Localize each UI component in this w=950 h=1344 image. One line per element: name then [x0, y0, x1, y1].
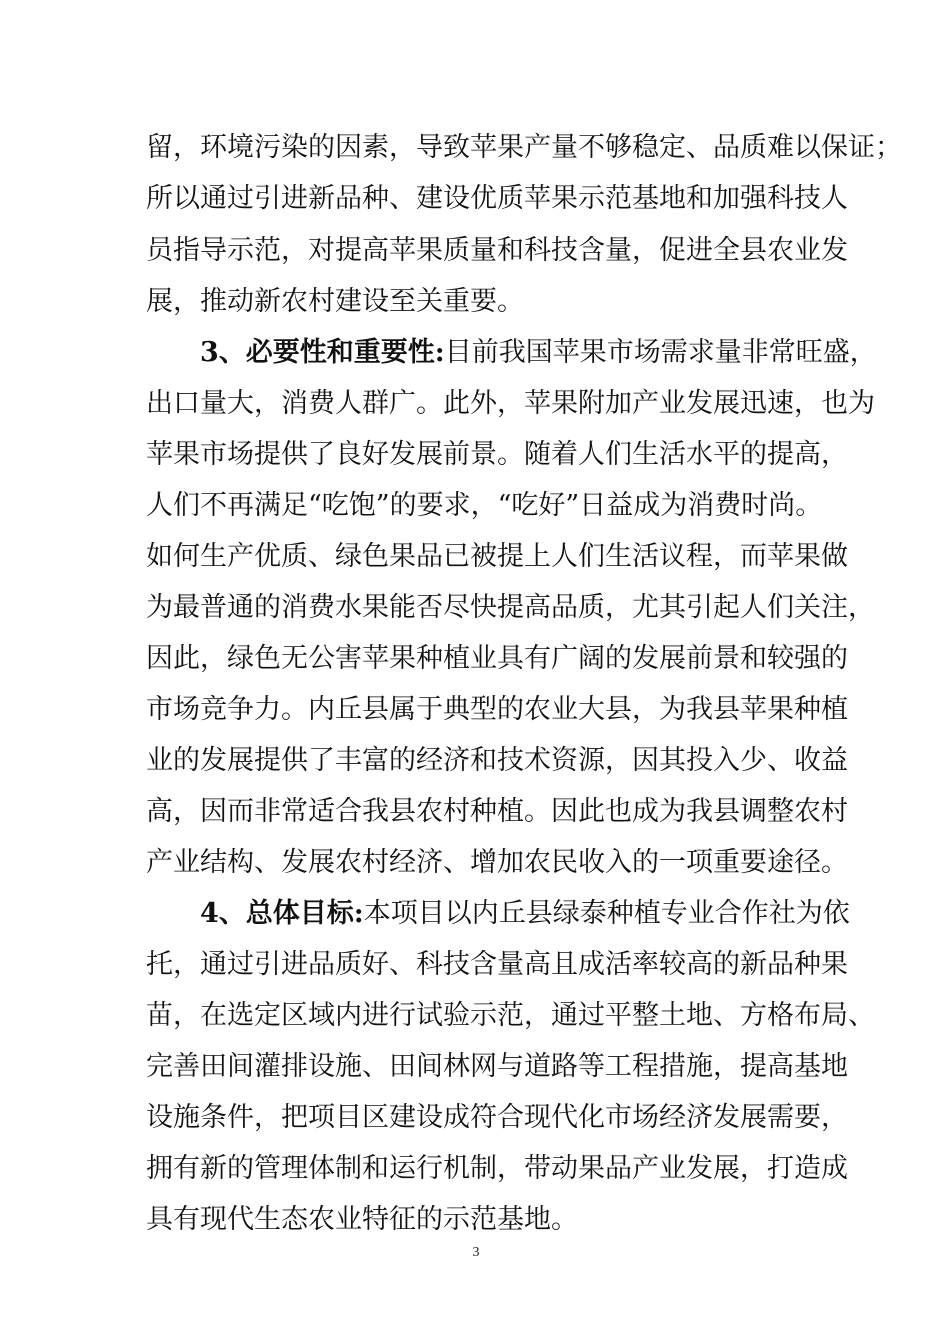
paragraph-line: 设施条件，把项目区建设成符合现代化市场经济发展需要， — [146, 1102, 848, 1133]
paragraph-line: 托，通过引进品质好、科技含量高且成活率较高的新品种果 — [146, 949, 848, 980]
paragraph-line: 拥有新的管理体制和运行机制，带动果品产业发展，打造成 — [146, 1153, 848, 1184]
paragraph-line: 产业结构、发展农村经济、增加农民收入的一项重要途径。 — [146, 847, 848, 878]
section-4-first-line-text: 本项目以内丘县绿泰种植专业合作社为依 — [363, 898, 850, 929]
paragraph-line: 因此，绿色无公害苹果种植业具有广阔的发展前景和较强的 — [146, 643, 848, 674]
paragraph-line: 人们不再满足“吃饱”的要求，“吃好”日益成为消费时尚。 — [146, 490, 823, 521]
paragraph-line: 市场竞争力。内丘县属于典型的农业大县，为我县苹果种植 — [146, 694, 848, 725]
paragraph-line: 高，因而非常适合我县农村种植。因此也成为我县调整农村 — [146, 796, 848, 827]
paragraph-line: 具有现代生态农业特征的示范基地。 — [146, 1204, 578, 1235]
paragraph-line: 员指导示范，对提高苹果质量和科技含量，促进全县农业发 — [146, 235, 848, 266]
paragraph-line: 留，环境污染的因素，导致苹果产量不够稳定、品质难以保证； — [146, 132, 902, 163]
paragraph-line: 所以通过引进新品种、建设优质苹果示范基地和加强科技人 — [146, 183, 848, 214]
section-3-heading: 3、必要性和重要性: — [200, 337, 445, 368]
paragraph-line: 出口量大，消费人群广。此外，苹果附加产业发展迅速，也为 — [146, 388, 875, 419]
section-4-first-line — [200, 898, 850, 929]
paragraph-line: 展，推动新农村建设至关重要。 — [146, 286, 524, 317]
page-number: 3 — [472, 1245, 480, 1260]
paragraph-line: 业的发展提供了丰富的经济和技术资源，因其投入少、收益 — [146, 745, 848, 776]
section-4-heading: 4、总体目标: — [200, 898, 364, 929]
paragraph-line: 如何生产优质、绿色果品已被提上人们生活议程，而苹果做 — [146, 541, 848, 572]
section-3-first-line-text: 目前我国苹果市场需求量非常旺盛， — [444, 337, 877, 368]
section-3-first-line — [200, 337, 877, 368]
paragraph-line: 为最普通的消费水果能否尽快提高品质，尤其引起人们关注， — [146, 592, 875, 623]
paragraph-line: 苗，在选定区域内进行试验示范，通过平整土地、方格布局、 — [146, 1000, 875, 1031]
paragraph-line: 苹果市场提供了良好发展前景。随着人们生活水平的提高， — [146, 439, 848, 470]
paragraph-line: 完善田间灌排设施、田间林网与道路等工程措施，提高基地 — [146, 1051, 848, 1082]
